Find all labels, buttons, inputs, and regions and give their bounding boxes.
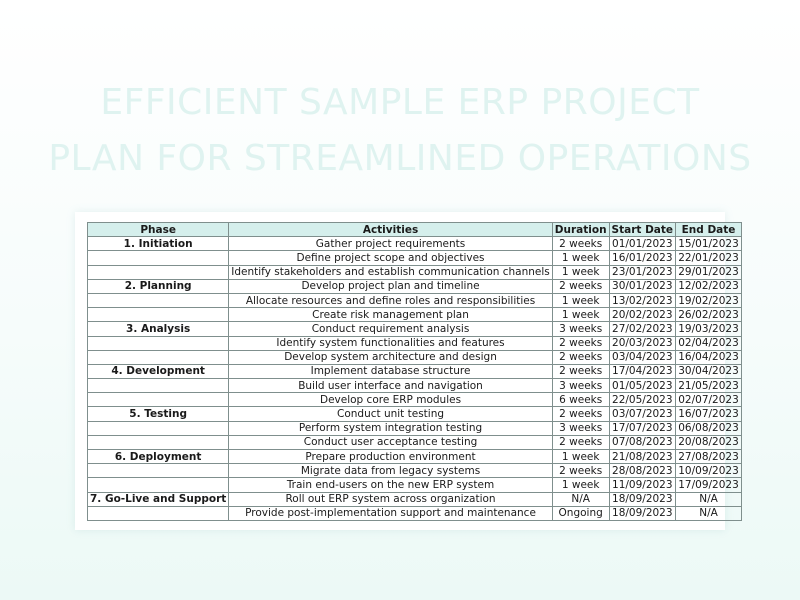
start-date-cell: 28/08/2023 (609, 464, 675, 478)
phase-cell (88, 421, 229, 435)
end-date-cell: 29/01/2023 (676, 265, 742, 279)
phase-cell (88, 336, 229, 350)
table-row (88, 293, 742, 307)
activity-cell: Gather project requirements (229, 237, 553, 251)
start-date-cell: 23/01/2023 (609, 265, 675, 279)
activity-cell: Develop core ERP modules (229, 393, 553, 407)
duration-cell: 6 weeks (552, 393, 609, 407)
activity-cell: Conduct requirement analysis (229, 322, 553, 336)
phase-cell: 3. Analysis (88, 322, 229, 336)
phase-cell: 1. Initiation (88, 237, 229, 251)
table-row (88, 322, 742, 336)
phase-cell (88, 506, 229, 520)
activity-cell: Implement database structure (229, 364, 553, 378)
activity-cell: Perform system integration testing (229, 421, 553, 435)
end-date-cell: 10/09/2023 (676, 464, 742, 478)
start-date-cell: 13/02/2023 (609, 293, 675, 307)
phase-cell: 5. Testing (88, 407, 229, 421)
start-date-cell: 11/09/2023 (609, 478, 675, 492)
duration-cell: 2 weeks (552, 336, 609, 350)
table-row (88, 308, 742, 322)
table-header-row (88, 223, 742, 237)
end-date-cell: 02/04/2023 (676, 336, 742, 350)
start-date-cell: 01/01/2023 (609, 237, 675, 251)
phase-cell: 7. Go-Live and Support (88, 492, 229, 506)
activity-cell: Identify stakeholders and establish communication channels (229, 265, 553, 279)
table-row (88, 364, 742, 378)
duration-cell: 1 week (552, 308, 609, 322)
table-row (88, 407, 742, 421)
start-date-cell: 27/02/2023 (609, 322, 675, 336)
duration-cell: 2 weeks (552, 364, 609, 378)
phase-cell (88, 478, 229, 492)
table-row (88, 421, 742, 435)
table-row (88, 506, 742, 520)
start-date-cell: 17/04/2023 (609, 364, 675, 378)
end-date-cell: 22/01/2023 (676, 251, 742, 265)
phase-cell (88, 393, 229, 407)
table-row (88, 478, 742, 492)
duration-cell: 2 weeks (552, 350, 609, 364)
table-row (88, 237, 742, 251)
duration-cell: 2 weeks (552, 407, 609, 421)
end-date-cell: 16/07/2023 (676, 407, 742, 421)
phase-cell (88, 435, 229, 449)
table-row (88, 492, 742, 506)
end-date-cell: 19/03/2023 (676, 322, 742, 336)
activity-cell: Build user interface and navigation (229, 379, 553, 393)
end-date-cell: N/A (676, 492, 742, 506)
header-phase: Phase (88, 223, 229, 237)
duration-cell: 3 weeks (552, 421, 609, 435)
duration-cell: 1 week (552, 450, 609, 464)
start-date-cell: 03/07/2023 (609, 407, 675, 421)
duration-cell: N/A (552, 492, 609, 506)
activity-cell: Provide post-implementation support and maintenance (229, 506, 553, 520)
duration-cell: 3 weeks (552, 379, 609, 393)
end-date-cell: 30/04/2023 (676, 364, 742, 378)
start-date-cell: 18/09/2023 (609, 506, 675, 520)
end-date-cell: 12/02/2023 (676, 279, 742, 293)
phase-cell (88, 350, 229, 364)
end-date-cell: 26/02/2023 (676, 308, 742, 322)
phase-cell (88, 464, 229, 478)
activity-cell: Migrate data from legacy systems (229, 464, 553, 478)
table-row (88, 450, 742, 464)
activity-cell: Define project scope and objectives (229, 251, 553, 265)
end-date-cell: 17/09/2023 (676, 478, 742, 492)
duration-cell: 2 weeks (552, 237, 609, 251)
duration-cell: 1 week (552, 293, 609, 307)
start-date-cell: 03/04/2023 (609, 350, 675, 364)
start-date-cell: 18/09/2023 (609, 492, 675, 506)
header-start-date: Start Date (609, 223, 675, 237)
phase-cell (88, 308, 229, 322)
start-date-cell: 21/08/2023 (609, 450, 675, 464)
end-date-cell: 19/02/2023 (676, 293, 742, 307)
page-title (0, 75, 800, 187)
duration-cell: 2 weeks (552, 435, 609, 449)
table-row (88, 279, 742, 293)
duration-cell: 3 weeks (552, 322, 609, 336)
phase-cell (88, 293, 229, 307)
activity-cell: Develop project plan and timeline (229, 279, 553, 293)
activity-cell: Conduct user acceptance testing (229, 435, 553, 449)
table-row (88, 350, 742, 364)
table-row (88, 336, 742, 350)
duration-cell: 1 week (552, 251, 609, 265)
end-date-cell: 16/04/2023 (676, 350, 742, 364)
table-row (88, 435, 742, 449)
start-date-cell: 22/05/2023 (609, 393, 675, 407)
table-row (88, 251, 742, 265)
start-date-cell: 20/03/2023 (609, 336, 675, 350)
header-end-date: End Date (676, 223, 742, 237)
activity-cell: Conduct unit testing (229, 407, 553, 421)
header-duration: Duration (552, 223, 609, 237)
phase-cell: 6. Deployment (88, 450, 229, 464)
duration-cell: 1 week (552, 265, 609, 279)
phase-cell (88, 265, 229, 279)
table-body (88, 237, 742, 521)
duration-cell: 2 weeks (552, 464, 609, 478)
activity-cell: Develop system architecture and design (229, 350, 553, 364)
table-row (88, 464, 742, 478)
start-date-cell: 20/02/2023 (609, 308, 675, 322)
end-date-cell: 27/08/2023 (676, 450, 742, 464)
table-row (88, 265, 742, 279)
start-date-cell: 30/01/2023 (609, 279, 675, 293)
header-activities: Activities (229, 223, 553, 237)
duration-cell: 1 week (552, 478, 609, 492)
activity-cell: Create risk management plan (229, 308, 553, 322)
duration-cell: Ongoing (552, 506, 609, 520)
phase-cell (88, 251, 229, 265)
page-title-line-1: EFFICIENT SAMPLE ERP PROJECT (100, 82, 700, 123)
activity-cell: Allocate resources and define roles and responsibilities (229, 293, 553, 307)
end-date-cell: 06/08/2023 (676, 421, 742, 435)
phase-cell: 2. Planning (88, 279, 229, 293)
start-date-cell: 07/08/2023 (609, 435, 675, 449)
end-date-cell: 02/07/2023 (676, 393, 742, 407)
start-date-cell: 16/01/2023 (609, 251, 675, 265)
page-title-line-2: PLAN FOR STREAMLINED OPERATIONS (48, 138, 752, 179)
erp-plan-table (87, 222, 742, 521)
duration-cell: 2 weeks (552, 279, 609, 293)
activity-cell: Prepare production environment (229, 450, 553, 464)
activity-cell: Identify system functionalities and features (229, 336, 553, 350)
end-date-cell: 15/01/2023 (676, 237, 742, 251)
start-date-cell: 01/05/2023 (609, 379, 675, 393)
end-date-cell: N/A (676, 506, 742, 520)
end-date-cell: 20/08/2023 (676, 435, 742, 449)
table-row (88, 379, 742, 393)
start-date-cell: 17/07/2023 (609, 421, 675, 435)
table-row (88, 393, 742, 407)
phase-cell: 4. Development (88, 364, 229, 378)
phase-cell (88, 379, 229, 393)
end-date-cell: 21/05/2023 (676, 379, 742, 393)
activity-cell: Roll out ERP system across organization (229, 492, 553, 506)
activity-cell: Train end-users on the new ERP system (229, 478, 553, 492)
